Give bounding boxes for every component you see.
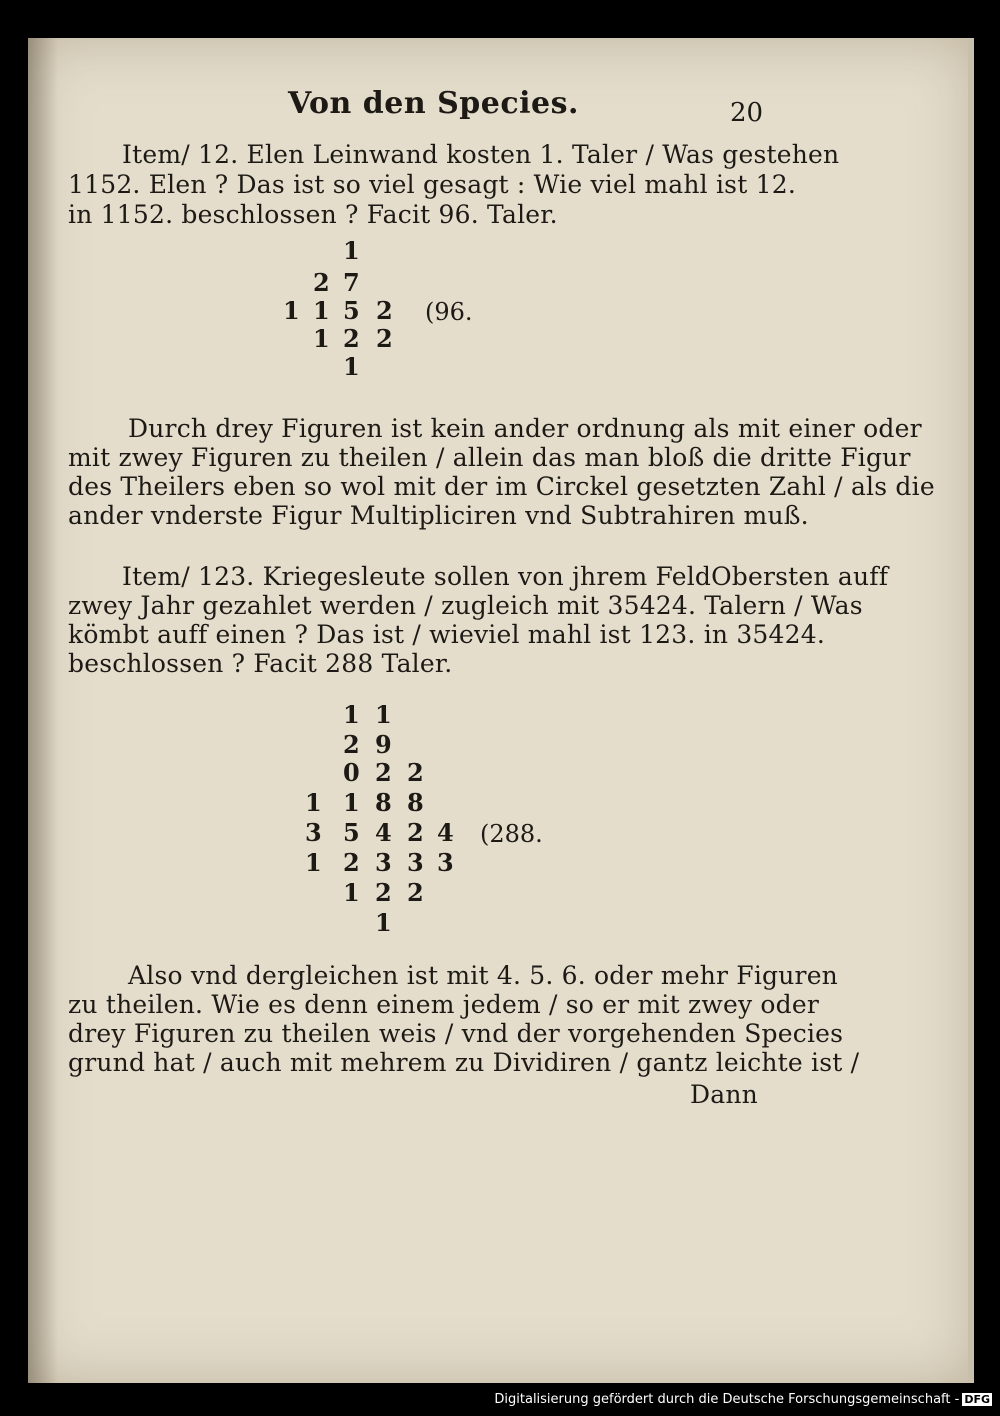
division-2-digit: 1 <box>305 788 322 817</box>
division-1-digit: 7 <box>343 268 360 297</box>
paragraph-3-line-3: kömbt auff einen ? Das ist / wieviel mahl ist 123. in 35424. <box>68 620 826 649</box>
paragraph-4-line-1: Also vnd dergleichen ist mit 4. 5. 6. oder mehr Figuren <box>128 961 838 990</box>
paragraph-4-line-4: grund hat / auch mit mehrem zu Dividiren / gantz leichte ist / <box>68 1048 860 1077</box>
paragraph-1-line-3: in 1152. beschlossen ? Facit 96. Taler. <box>68 200 558 229</box>
division-2-digit: 2 <box>407 878 424 907</box>
paragraph-2-line-1: Durch drey Figuren ist kein ander ordnung als mit einer oder <box>128 414 922 443</box>
page-number: 20 <box>730 98 764 128</box>
paragraph-1-line-1: Item/ 12. Elen Leinwand kosten 1. Taler / Was gestehen <box>122 140 840 169</box>
division-2-digit: 2 <box>343 730 360 759</box>
digitization-credit <box>494 1392 992 1407</box>
division-2-digit: 2 <box>343 848 360 877</box>
division-2-digit: 1 <box>305 848 322 877</box>
division-2-digit: 8 <box>407 788 424 817</box>
division-2-digit: 1 <box>343 878 360 907</box>
running-header: Von den Species. <box>288 86 579 121</box>
division-2-quotient: (288. <box>480 820 543 848</box>
division-2-digit: 5 <box>343 818 360 847</box>
division-1-digit: 2 <box>313 268 330 297</box>
division-1-digit: 2 <box>376 296 393 325</box>
division-2-digit: 1 <box>343 700 360 729</box>
paragraph-1-line-2: 1152. Elen ? Das ist so viel gesagt : Wie viel mahl ist 12. <box>68 170 796 199</box>
division-1-digit: 1 <box>313 296 330 325</box>
division-2-digit: 4 <box>437 818 454 847</box>
division-2-digit: 2 <box>407 758 424 787</box>
page-edge <box>968 38 974 1383</box>
paragraph-2-line-3: des Theilers eben so wol mit der im Circkel gesetzten Zahl / als die <box>68 472 935 501</box>
paragraph-2-line-4: ander vnderste Figur Multipliciren vnd Subtrahiren muß. <box>68 501 809 530</box>
division-2-digit: 8 <box>375 788 392 817</box>
division-1-digit: 1 <box>283 296 300 325</box>
division-2-digit: 0 <box>343 758 360 787</box>
division-2-digit: 3 <box>375 848 392 877</box>
division-1-quotient: (96. <box>425 298 473 326</box>
division-1-digit: 2 <box>376 324 393 353</box>
division-1-digit: 1 <box>313 324 330 353</box>
book-page <box>28 38 974 1383</box>
division-2-digit: 2 <box>407 818 424 847</box>
division-2-digit: 2 <box>375 878 392 907</box>
division-2-digit: 3 <box>437 848 454 877</box>
paragraph-2-line-2: mit zwey Figuren zu theilen / allein das man bloß die dritte Figur <box>68 443 911 472</box>
division-2-digit: 3 <box>305 818 322 847</box>
paragraph-3-line-1: Item/ 123. Kriegesleute sollen von jhrem FeldObersten auff <box>122 562 889 591</box>
division-1-digit: 1 <box>343 236 360 265</box>
division-2-digit: 4 <box>375 818 392 847</box>
page-gutter-shadow <box>28 38 58 1383</box>
division-2-digit: 9 <box>375 730 392 759</box>
division-2-digit: 1 <box>375 700 392 729</box>
paragraph-3-line-4: beschlossen ? Facit 288 Taler. <box>68 649 453 678</box>
division-1-digit: 2 <box>343 324 360 353</box>
paragraph-4-line-2: zu theilen. Wie es denn einem jedem / so er mit zwey oder <box>68 990 820 1019</box>
catchword: Dann <box>690 1080 758 1109</box>
division-2-digit: 2 <box>375 758 392 787</box>
dfg-logo: DFG <box>964 1393 990 1406</box>
division-1-digit: 5 <box>343 296 360 325</box>
division-1-digit: 1 <box>343 352 360 381</box>
division-2-digit: 1 <box>343 788 360 817</box>
division-2-digit: 1 <box>375 908 392 937</box>
credit-text: Digitalisierung gefördert durch die Deutsche Forschungsgemeinschaft - <box>494 1392 960 1407</box>
division-2-digit: 3 <box>407 848 424 877</box>
paragraph-3-line-2: zwey Jahr gezahlet werden / zugleich mit 35424. Talern / Was <box>68 591 863 620</box>
paragraph-4-line-3: drey Figuren zu theilen weis / vnd der vorgehenden Species <box>68 1019 844 1048</box>
